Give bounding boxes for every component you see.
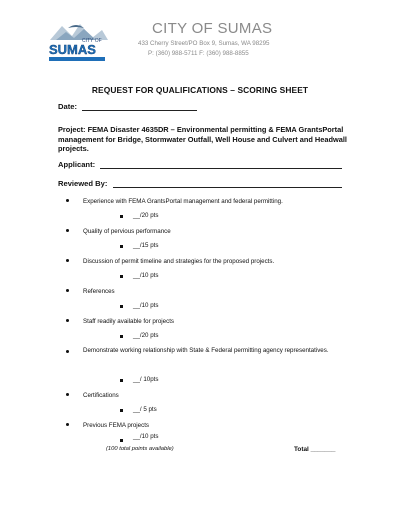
criterion-label: Demonstrate working relationship with State & Federal permitting agency representatives. xyxy=(83,347,329,354)
reviewed-by-label: Reviewed By: xyxy=(58,179,108,188)
criterion-points[interactable]: __/20 pts xyxy=(133,332,159,339)
bullet-icon xyxy=(66,350,69,353)
bullet-icon xyxy=(66,319,69,322)
city-title: CITY OF SUMAS xyxy=(152,20,273,37)
square-bullet-icon xyxy=(120,215,123,218)
total-points-note: (100 total points available) xyxy=(106,446,174,452)
square-bullet-icon xyxy=(120,439,123,442)
square-bullet-icon xyxy=(120,305,123,308)
total-score-field[interactable]: Total _______ xyxy=(294,446,336,453)
criterion-label: Previous FEMA projects xyxy=(83,422,150,429)
criterion-points[interactable]: __/ 5 pts xyxy=(133,406,157,413)
criterion-label: Discussion of permit timeline and strategies for the proposed projects. xyxy=(83,258,275,265)
criterion-points[interactable]: __/ 10pts xyxy=(133,376,159,383)
criterion-label: Quality of pervious performance xyxy=(83,228,171,235)
square-bullet-icon xyxy=(120,245,123,248)
criterion-points[interactable]: __/20 pts xyxy=(133,212,159,219)
date-label: Date: xyxy=(58,102,77,111)
criterion-label: References xyxy=(83,288,115,295)
city-phones: P: (360) 988-5711 F: (360) 988-8855 xyxy=(148,50,249,57)
square-bullet-icon xyxy=(120,379,123,382)
bullet-icon xyxy=(66,199,69,202)
criterion-points[interactable]: __/15 pts xyxy=(133,242,159,249)
criterion-label: Experience with FEMA GrantsPortal management and federal permitting. xyxy=(83,198,283,205)
svg-text:SUMAS: SUMAS xyxy=(49,42,96,57)
criterion-label: Certifications xyxy=(83,392,119,399)
svg-text:CITY OF: CITY OF xyxy=(82,38,102,44)
square-bullet-icon xyxy=(120,335,123,338)
city-of-sumas-logo xyxy=(46,20,110,66)
page-title: REQUEST FOR QUALIFICATIONS – SCORING SHEET xyxy=(91,85,309,95)
applicant-field-line[interactable] xyxy=(100,168,342,169)
date-field-line[interactable] xyxy=(82,110,197,111)
criterion-label: Staff readily available for projects xyxy=(83,318,175,325)
project-description: Project: FEMA Disaster 4635DR – Environmental permitting & FEMA GrantsPortal management for Bridge, Stormwater Outfall, Well House and Culvert and Headwall projects. xyxy=(58,125,347,154)
bullet-icon xyxy=(66,423,69,426)
bullet-icon xyxy=(66,229,69,232)
city-address: 433 Cherry Street/PO Box 9, Sumas, WA 98295 xyxy=(138,40,270,47)
criterion-points[interactable]: __/10 pts xyxy=(133,272,159,279)
applicant-label: Applicant: xyxy=(58,160,96,169)
bullet-icon xyxy=(66,289,69,292)
bullet-icon xyxy=(66,393,69,396)
criterion-points[interactable]: __/10 pts xyxy=(133,302,159,309)
square-bullet-icon xyxy=(120,275,123,278)
square-bullet-icon xyxy=(120,409,123,412)
reviewed-by-field-line[interactable] xyxy=(113,187,342,188)
bullet-icon xyxy=(66,259,69,262)
criterion-points[interactable]: __/10 pts xyxy=(133,433,159,440)
